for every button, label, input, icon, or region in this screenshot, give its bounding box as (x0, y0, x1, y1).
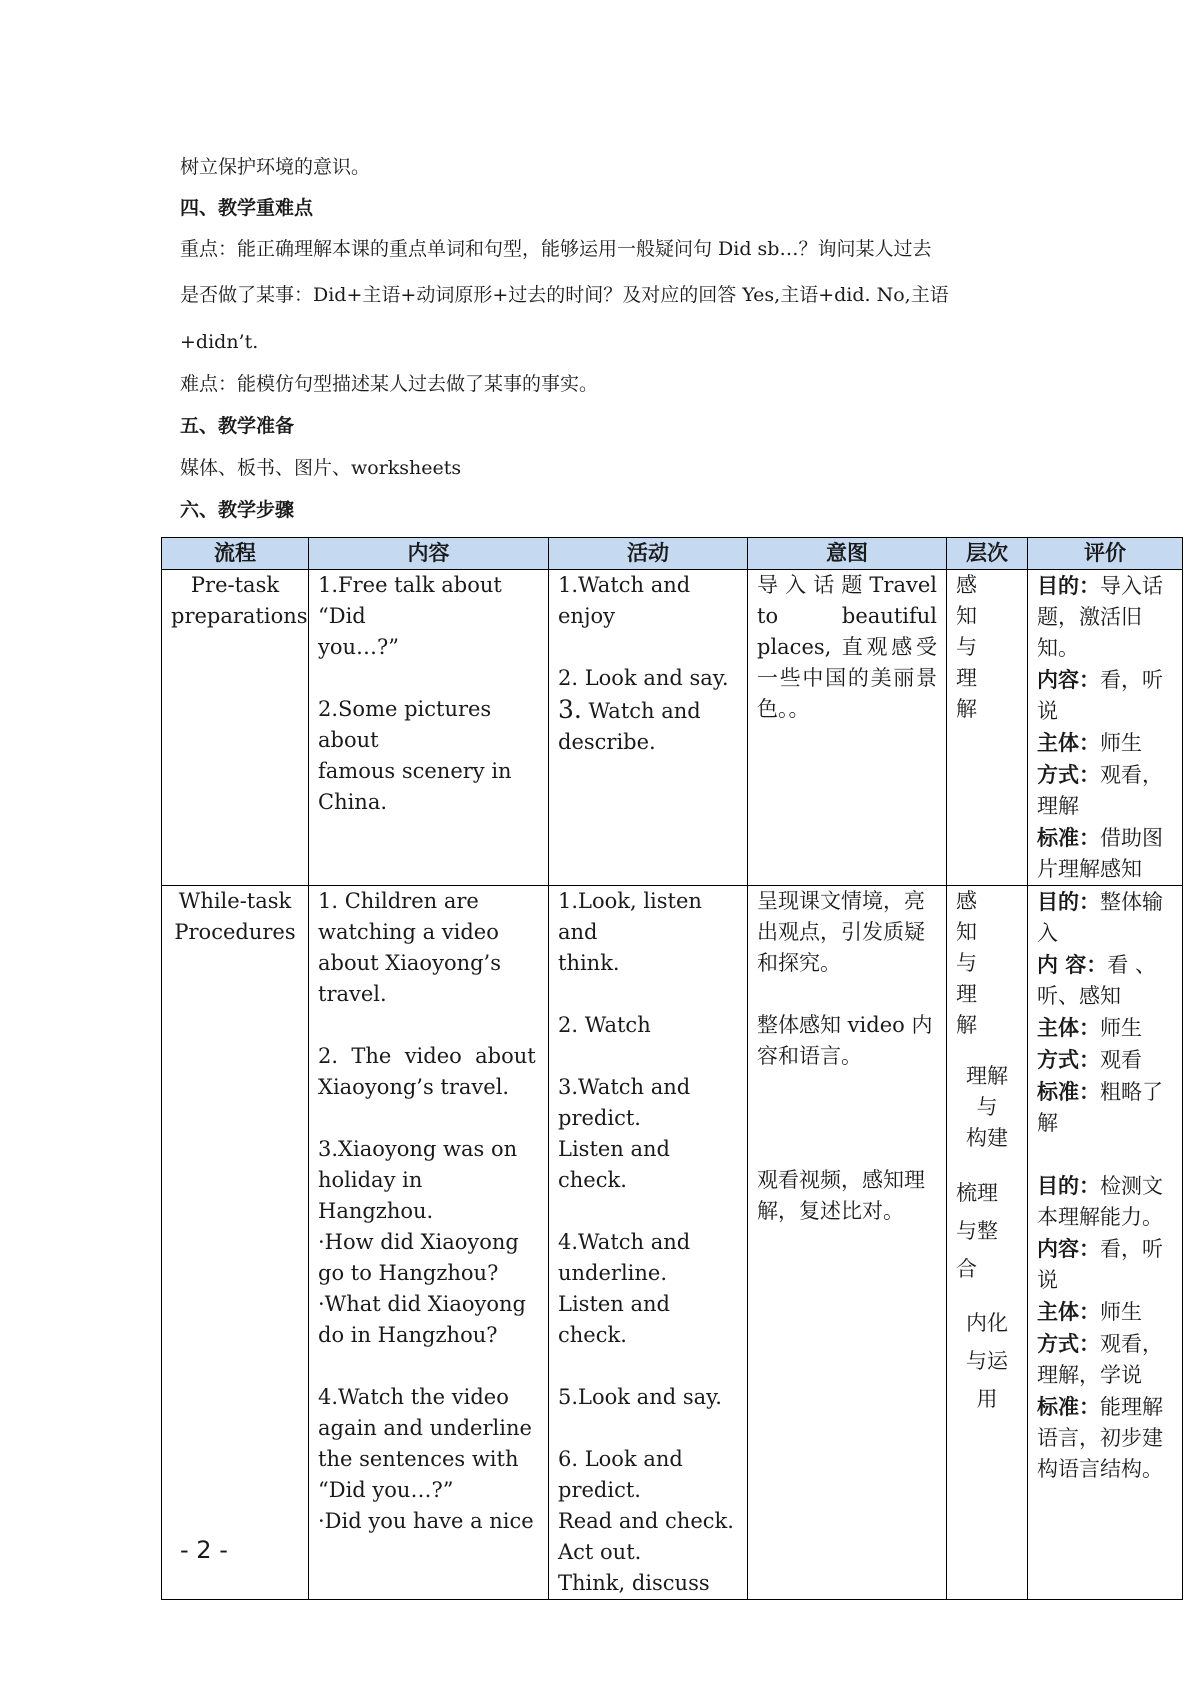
eval-line: 入 (1037, 921, 1058, 945)
content-line: 3.Xiaoyong was on (318, 1137, 518, 1161)
eval-value: 检测文 (1100, 1174, 1163, 1198)
activity-line: think. (558, 951, 620, 975)
eval-line (1037, 1391, 1173, 1423)
activity-line: 2. Look and say. (558, 666, 729, 690)
heading-key-points: 四、教学重难点 (180, 197, 314, 219)
eval-line (1037, 1328, 1173, 1360)
intention-word: beautiful (841, 604, 937, 628)
eval-line (1037, 1044, 1173, 1076)
eval-value: 能理解 (1100, 1395, 1163, 1419)
eval-line: 片理解感知 (1037, 857, 1142, 881)
eval-line (1037, 1233, 1173, 1265)
content-line: go to Hangzhou? (318, 1261, 499, 1285)
eval-line: 说 (1037, 1268, 1058, 1292)
cell-intention-while-task (748, 886, 947, 1600)
content-line: ·What did Xiaoyong (318, 1292, 527, 1316)
activity-line: 1.Look, listen and (558, 889, 702, 944)
eval-key: 内容： (1037, 667, 1100, 692)
eval-line (1037, 759, 1173, 791)
eval-key: 标准： (1037, 1079, 1100, 1104)
eval-line: 题，激活旧 (1037, 605, 1142, 629)
cell-process-while-task (162, 886, 309, 1600)
level-line: 感 知 (956, 573, 998, 628)
level-line: 解 (956, 1013, 977, 1037)
activity-line: predict. (558, 1106, 641, 1130)
eval-line: 构语言结构。 (1037, 1457, 1163, 1481)
intention-line: 整体感知 video 内 (757, 1013, 933, 1037)
eval-value: 观看， (1100, 763, 1163, 787)
activity-line: Read and check. (558, 1509, 734, 1533)
eval-key: 内容： (1037, 1236, 1100, 1261)
content-line: about Xiaoyong’s (318, 951, 502, 975)
cell-content-pre-task (309, 570, 549, 886)
eval-key: 目的： (1037, 889, 1100, 914)
content-line: you…?” (318, 635, 400, 659)
eval-value: 观看， (1100, 1332, 1163, 1356)
content-line: 2. The video about (318, 1044, 536, 1068)
content-line: 1. Children are (318, 889, 479, 913)
activity-line: Listen and check. (558, 1137, 670, 1192)
content-line: watching a video (318, 920, 499, 944)
activity-line: 4.Watch and (558, 1230, 691, 1254)
cell-evaluation-while-task (1028, 886, 1183, 1600)
content-line: the sentences with (318, 1447, 519, 1471)
paragraph-environment: 树立保护环境的意识。 (180, 156, 371, 178)
activity-line: 5.Look and say. (558, 1385, 722, 1409)
paragraph-materials: 媒体、板书、图片、worksheets (180, 457, 462, 479)
eval-line: 语言，初步建 (1037, 1426, 1163, 1450)
eval-key: 方式： (1037, 1331, 1100, 1356)
level-line: 与 理 (956, 951, 998, 1006)
eval-key: 标准： (1037, 825, 1100, 850)
eval-value: 看，听 (1100, 1237, 1163, 1261)
intention-line: 和探究。 (757, 951, 841, 975)
eval-line (1037, 822, 1173, 854)
eval-value: 导入话 (1100, 574, 1163, 598)
eval-value: 借助图 (1100, 826, 1163, 850)
eval-line: 本理解能力。 (1037, 1205, 1163, 1229)
cell-process-pre-task (162, 570, 309, 886)
content-line: famous scenery in (318, 759, 512, 783)
page-number: - 2 - (180, 1536, 228, 1564)
eval-value: 看 、 (1107, 953, 1156, 977)
cell-evaluation-pre-task (1028, 570, 1183, 886)
eval-line: 理解，学说 (1037, 1363, 1142, 1387)
intention-line: 观看视频，感知理 (757, 1168, 925, 1192)
activity-line: predict. (558, 1478, 641, 1502)
activity-line: Act out. (558, 1540, 642, 1564)
level-line: 感 知 (956, 889, 998, 944)
eval-line: 理解 (1037, 794, 1079, 818)
level-line: 合 (956, 1257, 977, 1281)
eval-line: 解 (1037, 1111, 1058, 1135)
level-line: 与 (976, 1095, 998, 1119)
intention-line: 一些中国的美丽景 (757, 666, 937, 690)
intention-line (757, 601, 937, 632)
eval-line (1037, 1012, 1173, 1044)
content-line: Xiaoyong’s travel. (318, 1075, 510, 1099)
cell-intention-pre-task (748, 570, 947, 886)
content-line: travel. (318, 982, 387, 1006)
content-line: ·Did you have a nice (318, 1509, 534, 1533)
process-line: While-task (178, 889, 292, 913)
paragraph-key-point-line2: 是否做了某事：Did+主语+动词原形+过去的时间？及对应的回答 Yes,主语+did. No,主语 (180, 284, 949, 306)
intention-line: 色。。 (757, 697, 810, 721)
content-line: 4.Watch the video (318, 1385, 509, 1409)
level-line: 与 理 (956, 635, 998, 690)
header-evaluation: 评价 (1028, 538, 1183, 570)
level-line: 与运 (966, 1349, 1008, 1373)
teaching-steps-table (161, 537, 1183, 1600)
activity-line: 3.Watch and (558, 1075, 691, 1099)
activity-line: enjoy (558, 604, 615, 628)
process-line: preparations (171, 604, 308, 628)
eval-key: 方式： (1037, 762, 1100, 787)
eval-key: 标准： (1037, 1394, 1100, 1419)
header-process: 流程 (162, 538, 309, 570)
activity-line: Listen and check. (558, 1292, 670, 1347)
activity-text: Watch and (581, 699, 701, 723)
eval-key: 内 容： (1037, 952, 1108, 977)
eval-key: 主体： (1037, 1299, 1100, 1324)
eval-value: 师生 (1100, 1016, 1142, 1040)
eval-line: 说 (1037, 699, 1058, 723)
eval-line (1037, 886, 1173, 918)
intention-line: 呈现课文情境，亮 (757, 889, 925, 913)
cell-content-while-task (309, 886, 549, 1600)
cell-activity-pre-task (549, 570, 748, 886)
cell-activity-while-task (549, 886, 748, 1600)
paragraph-key-point-line3: +didn’t. (180, 331, 259, 353)
intention-line: places, 直观感受 (757, 635, 937, 659)
header-activity: 活动 (549, 538, 748, 570)
table-row-pre-task (162, 570, 1183, 886)
level-line: 解 (956, 697, 977, 721)
level-line: 构建 (966, 1126, 1008, 1150)
activity-line: 2. Watch (558, 1013, 651, 1037)
intention-line: 出观点，引发质疑 (757, 920, 925, 944)
intention-word: to (757, 604, 779, 628)
eval-line (1037, 949, 1173, 981)
content-line: 2.Some pictures about (318, 697, 492, 752)
content-line: ·How did Xiaoyong (318, 1230, 519, 1254)
content-line: China. (318, 790, 388, 814)
activity-line: 1.Watch and (558, 573, 691, 597)
activity-line (558, 694, 738, 727)
eval-key: 目的： (1037, 573, 1100, 598)
cell-level-pre-task (947, 570, 1028, 886)
content-line: “Did you…?” (318, 1478, 454, 1502)
table-header-row (162, 538, 1183, 570)
paragraph-difficulty: 难点：能模仿句型描述某人过去做了某事的事实。 (180, 373, 599, 395)
heading-teaching-steps: 六、教学步骤 (180, 499, 295, 521)
eval-line: 听、感知 (1037, 984, 1121, 1008)
content-line: holiday in Hangzhou. (318, 1168, 434, 1223)
content-line: again and underline (318, 1416, 532, 1440)
eval-line (1037, 570, 1173, 602)
level-line: 内化 (966, 1311, 1008, 1335)
eval-value: 整体输 (1100, 890, 1163, 914)
eval-key: 主体： (1037, 730, 1100, 755)
heading-preparation: 五、教学准备 (180, 415, 295, 437)
activity-number: 3. (558, 695, 582, 724)
eval-line (1037, 1296, 1173, 1328)
header-level: 层次 (947, 538, 1028, 570)
eval-key: 方式： (1037, 1047, 1100, 1072)
eval-line (1037, 727, 1173, 759)
cell-level-while-task (947, 886, 1028, 1600)
eval-value: 看，听 (1100, 668, 1163, 692)
eval-line (1037, 1170, 1173, 1202)
eval-key: 目的： (1037, 1173, 1100, 1198)
eval-value: 师生 (1100, 731, 1142, 755)
level-line: 用 (976, 1387, 998, 1411)
level-line: 理解 (966, 1064, 1008, 1088)
content-line: do in Hangzhou? (318, 1323, 498, 1347)
eval-line (1037, 1076, 1173, 1108)
activity-line: Think, discuss (558, 1571, 710, 1595)
paragraph-key-point-line1: 重点：能正确理解本课的重点单词和句型，能够运用一般疑问句 Did sb…？询问某人过去 (180, 238, 932, 260)
intention-line: 解，复述比对。 (757, 1199, 904, 1223)
content-line: 1.Free talk about “Did (318, 573, 502, 628)
process-line: Procedures (174, 920, 296, 944)
eval-value: 师生 (1100, 1300, 1142, 1324)
eval-value: 观看 (1100, 1048, 1142, 1072)
eval-line (1037, 664, 1173, 696)
activity-line: underline. (558, 1261, 668, 1285)
activity-line: 6. Look and (558, 1447, 683, 1471)
eval-value: 粗略了 (1100, 1080, 1163, 1104)
table-row-while-task (162, 886, 1183, 1600)
eval-key: 主体： (1037, 1015, 1100, 1040)
intention-line: 容和语言。 (757, 1044, 862, 1068)
process-line: Pre-task (190, 573, 280, 597)
level-line: 梳理 (956, 1181, 998, 1205)
header-content: 内容 (309, 538, 549, 570)
activity-line: describe. (558, 730, 656, 754)
level-line: 与整 (956, 1219, 998, 1243)
header-intention: 意图 (748, 538, 947, 570)
eval-line: 知。 (1037, 636, 1079, 660)
intention-line: 导 入 话 题 Travel (757, 573, 937, 597)
